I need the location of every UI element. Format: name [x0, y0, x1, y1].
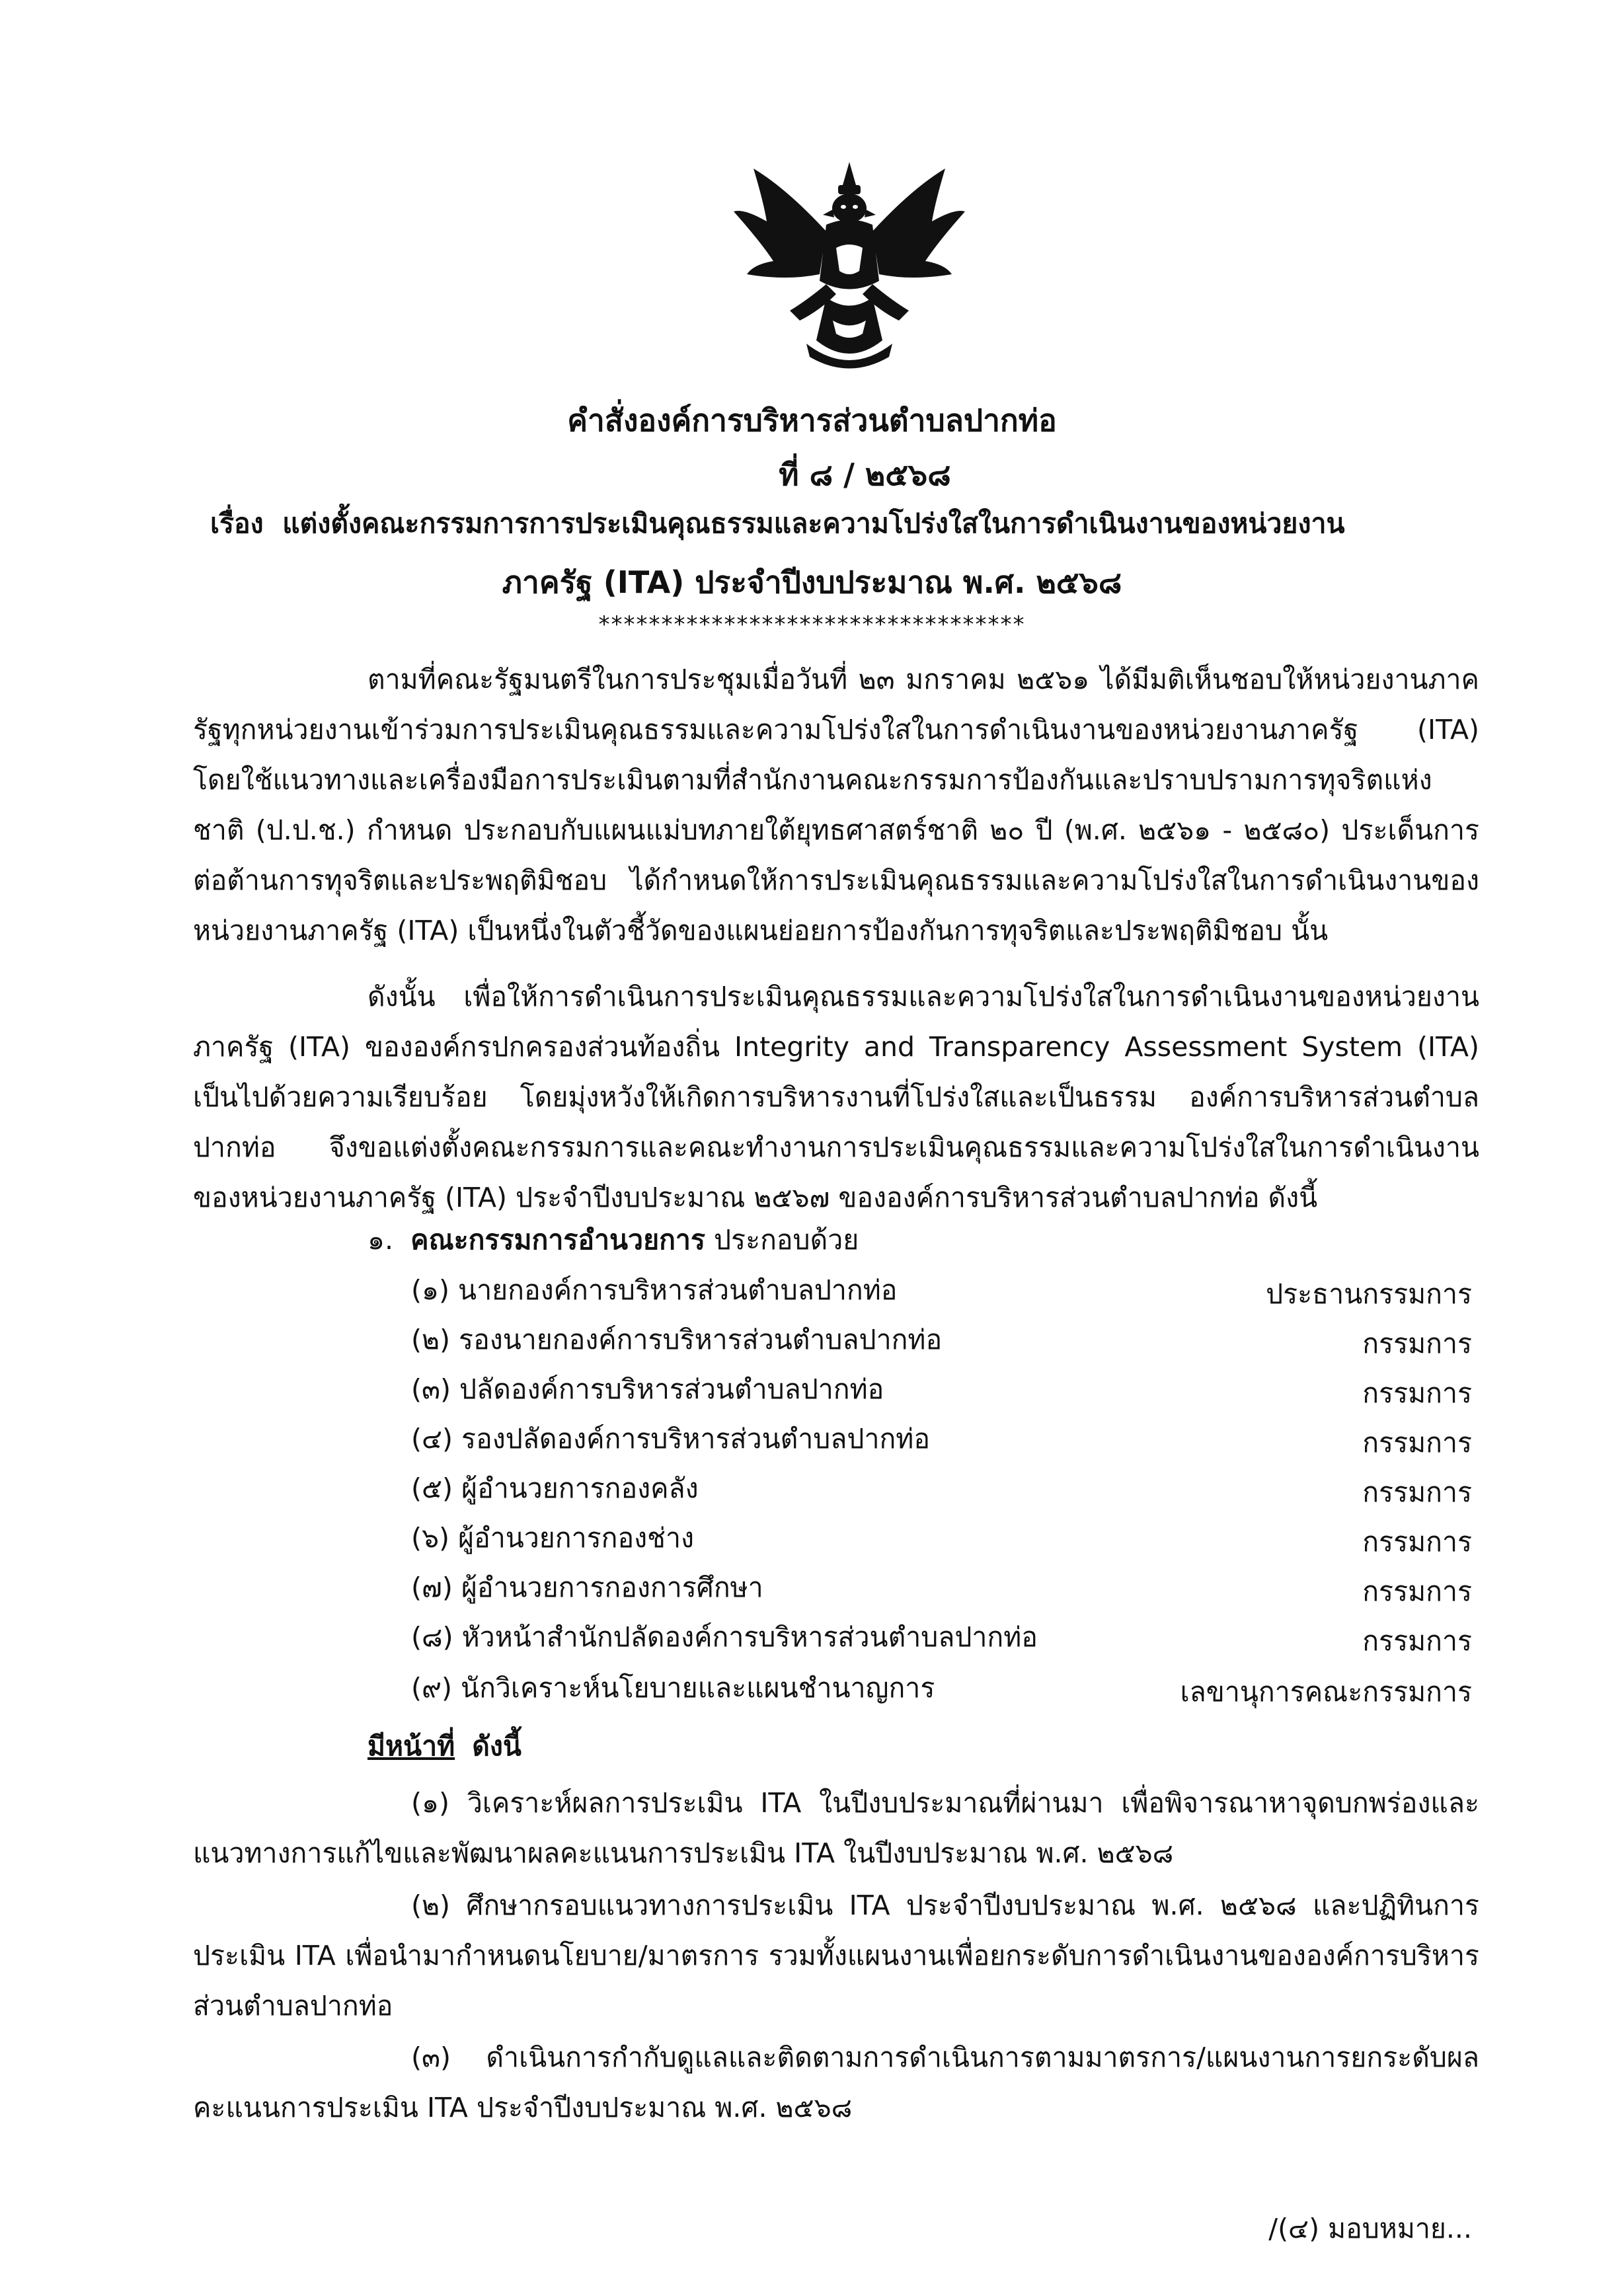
committee-heading	[367, 1219, 859, 1262]
paragraph-2-text: ดังนั้น เพื่อให้การดำเนินการประเมินคุณธรรมและความโปร่งใสในการดำเนินงานของหน่วยงานภาครัฐ (ITA) ขององค์กรปกครองส่วนท้องถิ่น Integrity and Transparency Assessment System (ITA) เป็นไปด้วยความเรียบร้อย โดยมุ่งหวังให้เกิดการบริหารงานที่โปร่งใสและเป็นธรรม องค์การบริหารส่วนตำบลปากท่อ จึงขอแต่งตั้งคณะกรรมการและคณะทำงานการประเมินคุณธรรมและความโปร่งใสในการดำเนินงานของหน่วยงานภาครัฐ (ITA) ประจำปีงบประมาณ ๒๕๖๗ ขององค์การบริหารส่วนตำบลปากท่อ ดังนี้	[193, 981, 1479, 1213]
member-role: เลขานุการคณะกรรมการ	[1180, 1676, 1472, 1708]
duty-text: (๒) ศึกษากรอบแนวทางการประเมิน ITA ประจำปีงบประมาณ พ.ศ. ๒๕๖๘ และปฏิทินการประเมิน ITA เพื่อนำมากำหนดนโยบาย/มาตรการ รวมทั้งแผนงานเพื่อยกระดับการดำเนินงานขององค์การบริหารส่วนตำบลปากท่อ	[193, 1889, 1479, 2022]
member-role: กรรมการ	[1362, 1625, 1472, 1657]
paragraph-appointment	[193, 972, 1479, 1223]
duties-title: มีหน้าที่	[367, 1730, 455, 1762]
member-name: (๒) รองนายกองค์การบริหารส่วนตำบลปากท่อ	[411, 1324, 943, 1355]
duty-text: (๑) วิเคราะห์ผลการประเมิน ITA ในปีงบประมาณที่ผ่านมา เพื่อพิจารณาหาจุดบกพร่องและแนวทางการแก้ไขและพัฒนาผลคะแนนการประเมิน ITA ในปีงบประมาณ พ.ศ. ๒๕๖๘	[193, 1787, 1479, 1869]
member-role: ประธานกรรมการ	[1266, 1278, 1472, 1310]
member-role: กรรมการ	[1362, 1476, 1472, 1508]
duties-suffix: ดังนี้	[472, 1730, 522, 1762]
garuda-emblem-icon	[727, 149, 972, 380]
subject-text-1: แต่งตั้งคณะกรรมการการประเมินคุณธรรมและความโปร่งใสในการดำเนินงานของหน่วยงาน	[282, 508, 1345, 539]
paragraph-background	[193, 654, 1479, 956]
member-name: (๓) ปลัดองค์การบริหารส่วนตำบลปากท่อ	[411, 1373, 884, 1405]
member-role: กรรมการ	[1362, 1427, 1472, 1459]
member-role: กรรมการ	[1362, 1377, 1472, 1409]
order-subject-line-2: ภาครัฐ (ITA) ประจำปีงบประมาณ พ.ศ. ๒๕๖๘	[502, 564, 1122, 600]
duty-item-1	[193, 1778, 1479, 1878]
separator-stars: **********************************	[598, 611, 1026, 638]
subject-label: เรื่อง	[210, 508, 264, 539]
duty-text: (๓) ดำเนินการกำกับดูแลและติดตามการดำเนินการตามมาตรการ/แผนงานการยกระดับผลคะแนนการประเมิน ITA ประจำปีงบประมาณ พ.ศ. ๒๕๖๘	[193, 2041, 1479, 2123]
member-name: (๗) ผู้อำนวยการกองการศึกษา	[411, 1572, 763, 1603]
member-name: (๖) ผู้อำนวยการกองช่าง	[411, 1522, 694, 1554]
member-name: (๘) หัวหน้าสำนักปลัดองค์การบริหารส่วนตำบลปากท่อ	[411, 1621, 1038, 1653]
member-name: (๙) นักวิเคราะห์นโยบายและแผนชำนาญการ	[411, 1672, 935, 1704]
member-role: กรรมการ	[1362, 1576, 1472, 1607]
member-name: (๕) ผู้อำนวยการกองคลัง	[411, 1472, 699, 1504]
member-name: (๔) รองปลัดองค์การบริหารส่วนตำบลปากท่อ	[411, 1423, 930, 1455]
duties-heading	[367, 1725, 522, 1768]
continuation-note: /(๔) มอบหมาย...	[1268, 2213, 1472, 2244]
order-subject-line-1	[210, 502, 1345, 545]
order-issuer: คำสั่งองค์การบริหารส่วนตำบลปากท่อ	[567, 402, 1057, 438]
member-name: (๑) นายกองค์การบริหารส่วนตำบลปากท่อ	[411, 1274, 898, 1306]
committee-suffix: ประกอบด้วย	[714, 1224, 859, 1256]
member-role: กรรมการ	[1362, 1526, 1472, 1558]
committee-title: คณะกรรมการอำนวยการ	[410, 1224, 705, 1256]
duty-item-2	[193, 1880, 1479, 2031]
member-role: กรรมการ	[1362, 1328, 1472, 1359]
committee-number: ๑.	[367, 1224, 394, 1256]
paragraph-1-text: ตามที่คณะรัฐมนตรีในการประชุมเมื่อวันที่ ๒๓ มกราคม ๒๕๖๑ ได้มีมติเห็นชอบให้หน่วยงานภาครัฐทุกหน่วยงานเข้าร่วมการประเมินคุณธรรมและความโปร่งใสในการดำเนินงานของหน่วยงานภาครัฐ (ITA) โดยใช้แนวทางและเครื่องมือการประเมินตามที่สำนักงานคณะกรรมการป้องกันและปราบปรามการทุจริตแห่งชาติ (ป.ป.ช.) กำหนด ประกอบกับแผนแม่บทภายใต้ยุทธศาสตร์ชาติ ๒๐ ปี (พ.ศ. ๒๕๖๑ - ๒๕๘๐) ประเด็นการต่อต้านการทุจริตและประพฤติมิชอบ ได้กำหนดให้การประเมินคุณธรรมและความโปร่งใสในการดำเนินงานของหน่วยงานภาครัฐ (ITA) เป็นหนึ่งในตัวชี้วัดของแผนย่อยการป้องกันการทุจริตและประพฤติมิชอบ นั้น	[193, 664, 1479, 946]
duty-item-3	[193, 2032, 1479, 2133]
order-number: ที่ ๘ / ๒๕๖๘	[779, 457, 951, 492]
